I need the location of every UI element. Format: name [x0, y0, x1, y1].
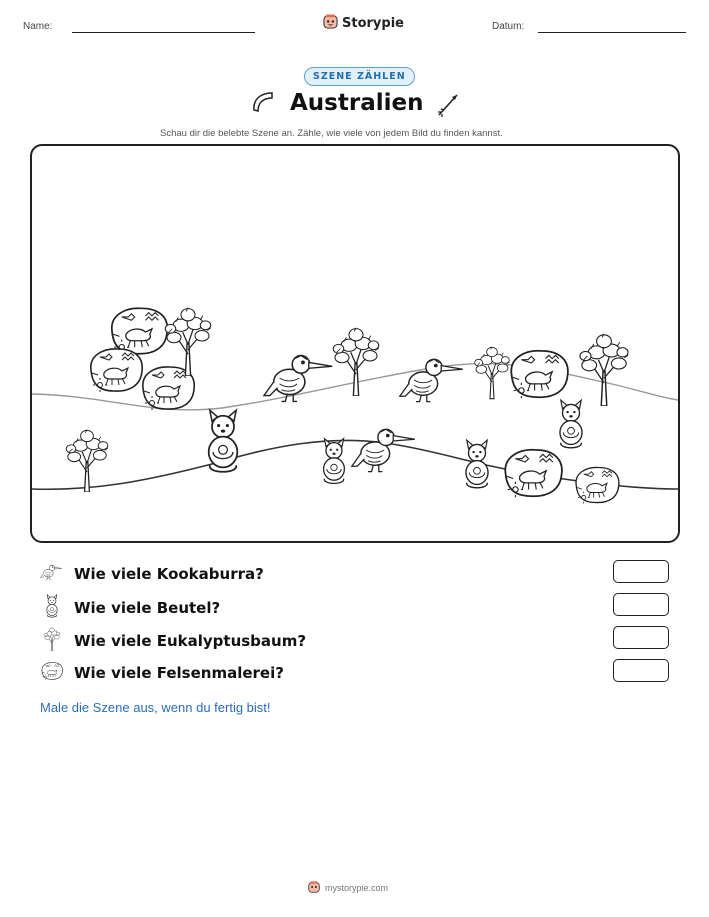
question-text: Wie viele Beutel?: [74, 599, 221, 617]
answer-box-eucalyptus[interactable]: [613, 626, 669, 649]
name-label: Name:: [23, 21, 53, 32]
kangaroo-pouch-1: [209, 410, 238, 472]
storypie-logo-icon: [308, 881, 320, 895]
question-rock-painting: [40, 660, 284, 686]
kangaroo-pouch-3: [466, 440, 488, 488]
date-line[interactable]: [538, 32, 686, 33]
kangaroo-pouch-2: [324, 439, 345, 484]
eucalyptus-tree-5: [66, 430, 108, 492]
instructions: Schau dir die belebte Szene an. Zähle, wie viele von jedem Bild du finden kannst.: [160, 128, 503, 139]
question-text: Wie viele Felsenmalerei?: [74, 664, 284, 682]
rock-painting-2: [91, 349, 142, 392]
rock-painting-6: [576, 467, 619, 503]
brand-name: Storypie: [342, 16, 404, 31]
question-kookaburra: [40, 561, 264, 587]
kangaroo-pouch-4: [560, 400, 582, 448]
rock-painting-4: [511, 351, 568, 398]
kookaburra-3: [352, 429, 415, 471]
eucalyptus-tree-3: [475, 347, 510, 399]
rock-painting-5: [505, 450, 562, 497]
boomerang-icon: [250, 90, 276, 118]
question-eucalyptus: [40, 627, 306, 655]
rock-painting-icon: [40, 660, 64, 686]
answer-box-kookaburra[interactable]: [613, 560, 669, 583]
rock-painting-1: [112, 308, 168, 355]
date-label: Datum:: [492, 21, 525, 32]
answer-box-pouch[interactable]: [613, 593, 669, 616]
question-text: Wie viele Eukalyptusbaum?: [74, 632, 307, 650]
site-footer: [308, 881, 388, 895]
kookaburra-icon: [40, 561, 64, 587]
coloring-note: Male die Szene aus, wenn du fertig bist!: [40, 700, 271, 715]
brand-logo: [323, 14, 404, 33]
footer-url[interactable]: mystorypie.com: [325, 883, 389, 893]
eucalyptus-tree-4: [580, 334, 628, 406]
eucalyptus-tree-1: [165, 308, 211, 376]
eucalyptus-tree-icon: [40, 627, 64, 655]
kangaroo-pouch-icon: [40, 594, 64, 622]
counting-scene: [30, 144, 680, 543]
storypie-logo-icon: [323, 14, 338, 33]
name-line[interactable]: [72, 32, 255, 33]
question-text: Wie viele Kookaburra?: [74, 565, 264, 583]
answer-box-rock-painting[interactable]: [613, 659, 669, 682]
page-title: Australien: [290, 90, 424, 116]
scene-badge: SZENE ZÄHLEN: [304, 67, 415, 86]
spear-icon: [436, 90, 462, 122]
question-pouch: [40, 594, 220, 622]
